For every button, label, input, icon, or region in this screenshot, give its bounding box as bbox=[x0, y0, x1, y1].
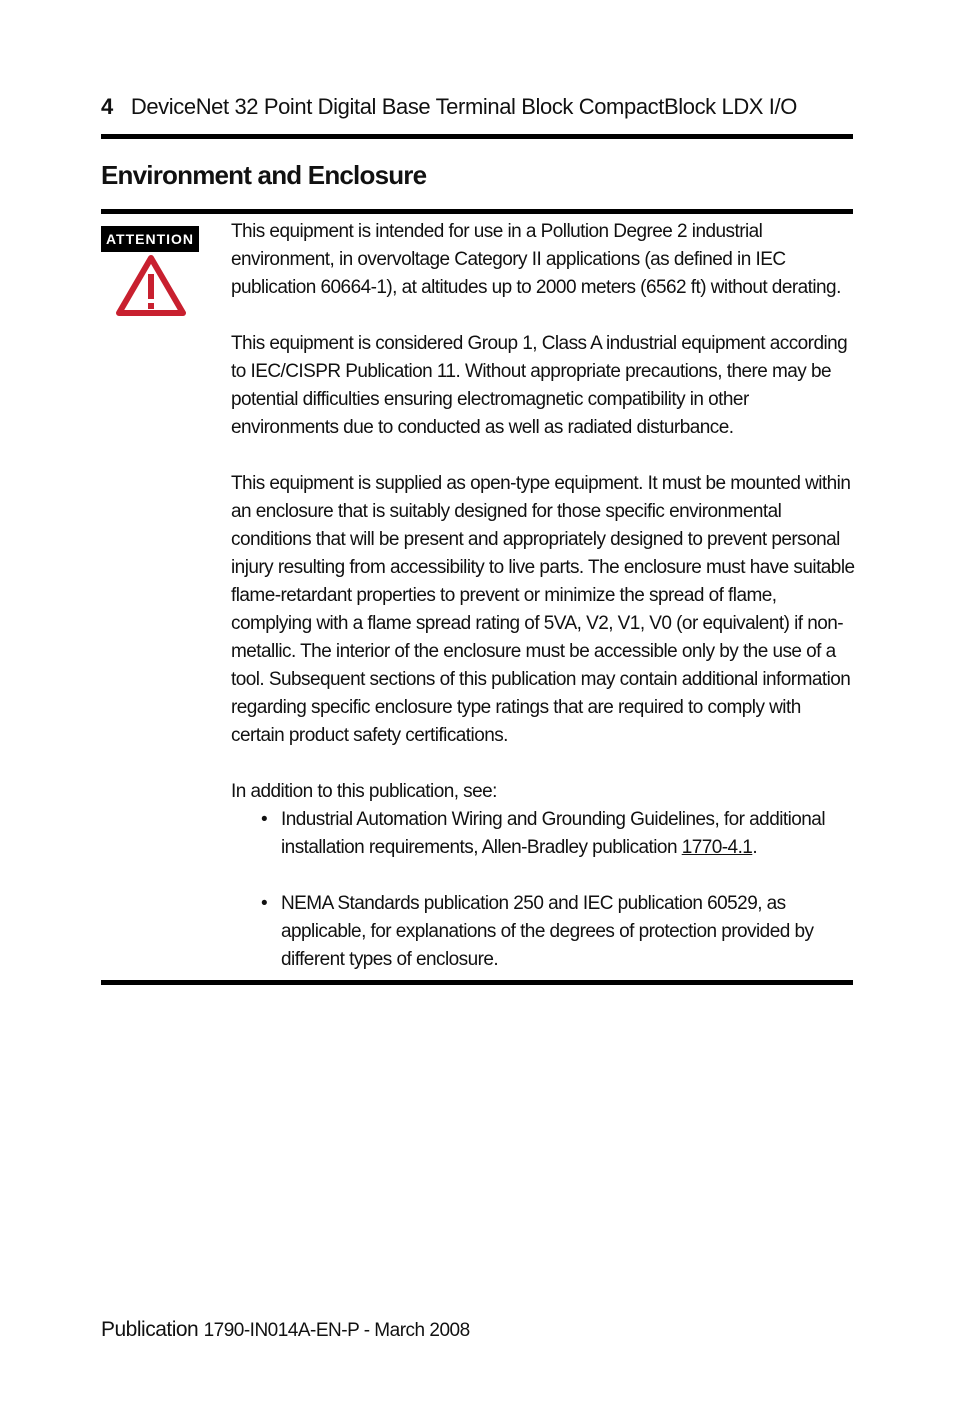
document-title: DeviceNet 32 Point Digital Base Terminal Block CompactBlock LDX I/O bbox=[130, 94, 797, 119]
list-item bbox=[231, 806, 855, 862]
footer-label: Publication bbox=[101, 1318, 199, 1341]
attention-paragraph: This equipment is considered Group 1, Class A industrial equipment according to IEC/CISPR Publication 11. Without appropriate precautions, there may be potential difficulties ensuring electromagnetic compatibility in other environments due to conducted as well as radiated disturbance. bbox=[231, 333, 848, 438]
page-footer bbox=[101, 1318, 470, 1342]
publication-link[interactable]: 1770-4.1 bbox=[681, 837, 753, 858]
attention-paragraph: This equipment is intended for use in a Pollution Degree 2 industrial environment, in overvoltage Category II applications (as defined in IEC publication 60664-1), at altitudes up to 2000 meters (6562 ft) without derating. bbox=[231, 221, 841, 298]
attention-top-rule bbox=[101, 209, 853, 214]
publication-id: 1790-IN014A-EN-P - March 2008 bbox=[203, 1320, 470, 1341]
bullet-text: NEMA Standards publication 250 and IEC publication 60529, as applicable, for explanations of the degrees of protection provided by different types of enclosure. bbox=[281, 893, 814, 970]
bullet-text: Industrial Automation Wiring and Grounding Guidelines, for additional installation requirements, Allen-Bradley publication bbox=[281, 809, 826, 858]
bullet-icon: • bbox=[261, 893, 268, 914]
attention-body bbox=[231, 218, 855, 974]
attention-badge: ATTENTION bbox=[101, 226, 199, 252]
attention-paragraph: This equipment is supplied as open-type equipment. It must be mounted within an enclosure that is suitably designed for those specific environmental conditions that will be present and appropriately designed to prevent personal injury resulting from accessibility to live parts. The enclosure must have suitable flame-retardant properties to prevent or minimize the spread of flame, complying with a flame spread rating of 5VA, V2, V1, V0 (or equivalent) if non-metallic. The interior of the enclosure must be accessible only by the use of a tool. Subsequent sections of this publication may contain additional information regarding specific enclosure type ratings that are required to comply with certain product safety certifications. bbox=[231, 473, 855, 746]
bullet-text-after: . bbox=[752, 837, 758, 858]
header-rule bbox=[101, 134, 853, 139]
bullet-icon: • bbox=[261, 809, 268, 830]
warning-triangle-icon bbox=[116, 254, 186, 316]
section-title: Environment and Enclosure bbox=[101, 160, 427, 190]
see-also-intro: In addition to this publication, see: bbox=[231, 781, 497, 802]
list-item bbox=[231, 890, 855, 974]
page-header bbox=[101, 94, 853, 120]
page-number: 4 bbox=[101, 94, 113, 119]
attention-bottom-rule bbox=[101, 980, 853, 985]
see-also-list bbox=[231, 806, 855, 974]
